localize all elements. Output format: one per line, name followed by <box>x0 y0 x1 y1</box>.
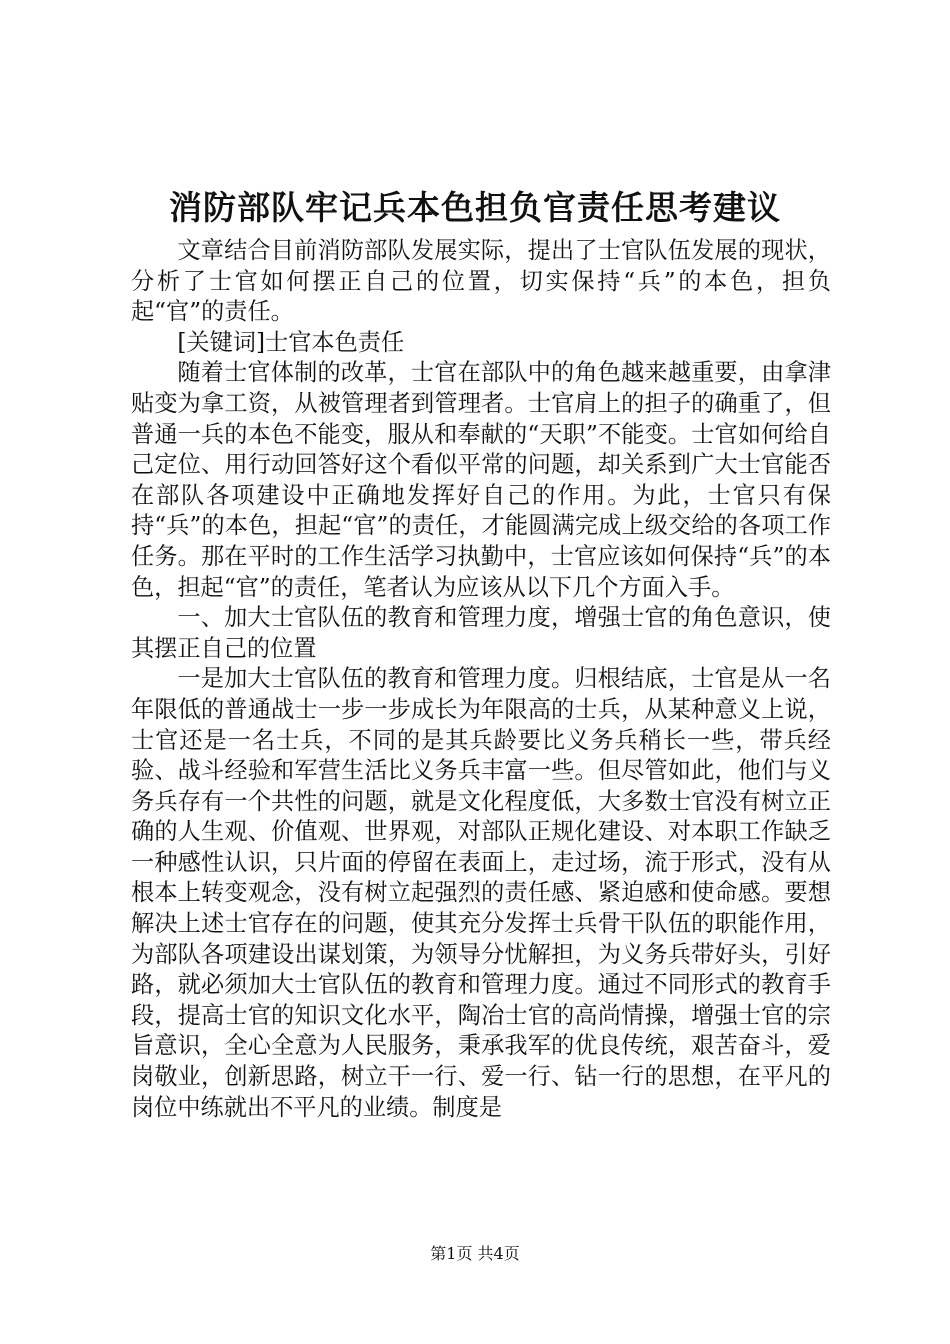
page-title: 消防部队牢记兵本色担负官责任思考建议 <box>169 188 781 227</box>
keywords-paragraph: [关键词]士官本色责任 <box>177 328 405 356</box>
document-body <box>131 236 831 1123</box>
section-heading: 一、加大士官队伍的教育和管理力度，增强士官的角色意识，使其摆正自己的位置 <box>131 604 831 662</box>
abstract-paragraph: 文章结合目前消防部队发展实际，提出了士官队伍发展的现状，分析了士官如何摆正自己的位置，切实保持“兵”的本色，担负起“官”的责任。 <box>131 237 831 326</box>
body-paragraph: 一是加大士官队伍的教育和管理力度。归根结底，士官是从一名年限低的普通战士一步一步成长为年限高的士兵，从某种意义上说，士官还是一名士兵，不同的是其兵龄要比义务兵稍长一些，带兵经验、战斗经验和军营生活比义务兵丰富一些。但尽管如此，他们与义务兵存有一个共性的问题，就是文化程度低，大多数士官没有树立正确的人生观、价值观、世界观，对部队正规化建设、对本职工作缺乏一种感性认识，只片面的停留在表面上，走过场，流于形式，没有从根本上转变观念，没有树立起强烈的责任感、紧迫感和使命感。要想解决上述士官存在的问题，使其充分发挥士兵骨干队伍的职能作用，为部队各项建设出谋划策，为领导分忧解担，为义务兵带好头，引好路，就必须加大士官队伍的教育和管理力度。通过不同形式的教育手段，提高士官的知识文化水平，陶冶士官的高尚情操，增强士官的宗旨意识，全心全意为人民服务，秉承我军的优良传统，艰苦奋斗，爱岗敬业，创新思路，树立干一行、爱一行、钻一行的思想，在平凡的岗位中练就出不平凡的业绩。制度是 <box>131 665 831 1121</box>
page-number: 第1页 共4页 <box>430 1244 520 1263</box>
intro-paragraph: 随着士官体制的改革，士官在部队中的角色越来越重要，由拿津贴变为拿工资，从被管理者到管理者。士官肩上的担子的确重了，但普通一兵的本色不能变，服从和奉献的“天职”不能变。士官如何给自己定位、用行动回答好这个看似平常的问题，却关系到广大士官能否在部队各项建设中正确地发挥好自己的作用。为此，士官只有保持“兵”的本色，担起“官”的责任，才能圆满完成上级交给的各项工作任务。那在平时的工作生活学习执勤中，士官应该如何保持“兵”的本色，担起“官”的责任，笔者认为应该从以下几个方面入手。 <box>131 359 831 601</box>
